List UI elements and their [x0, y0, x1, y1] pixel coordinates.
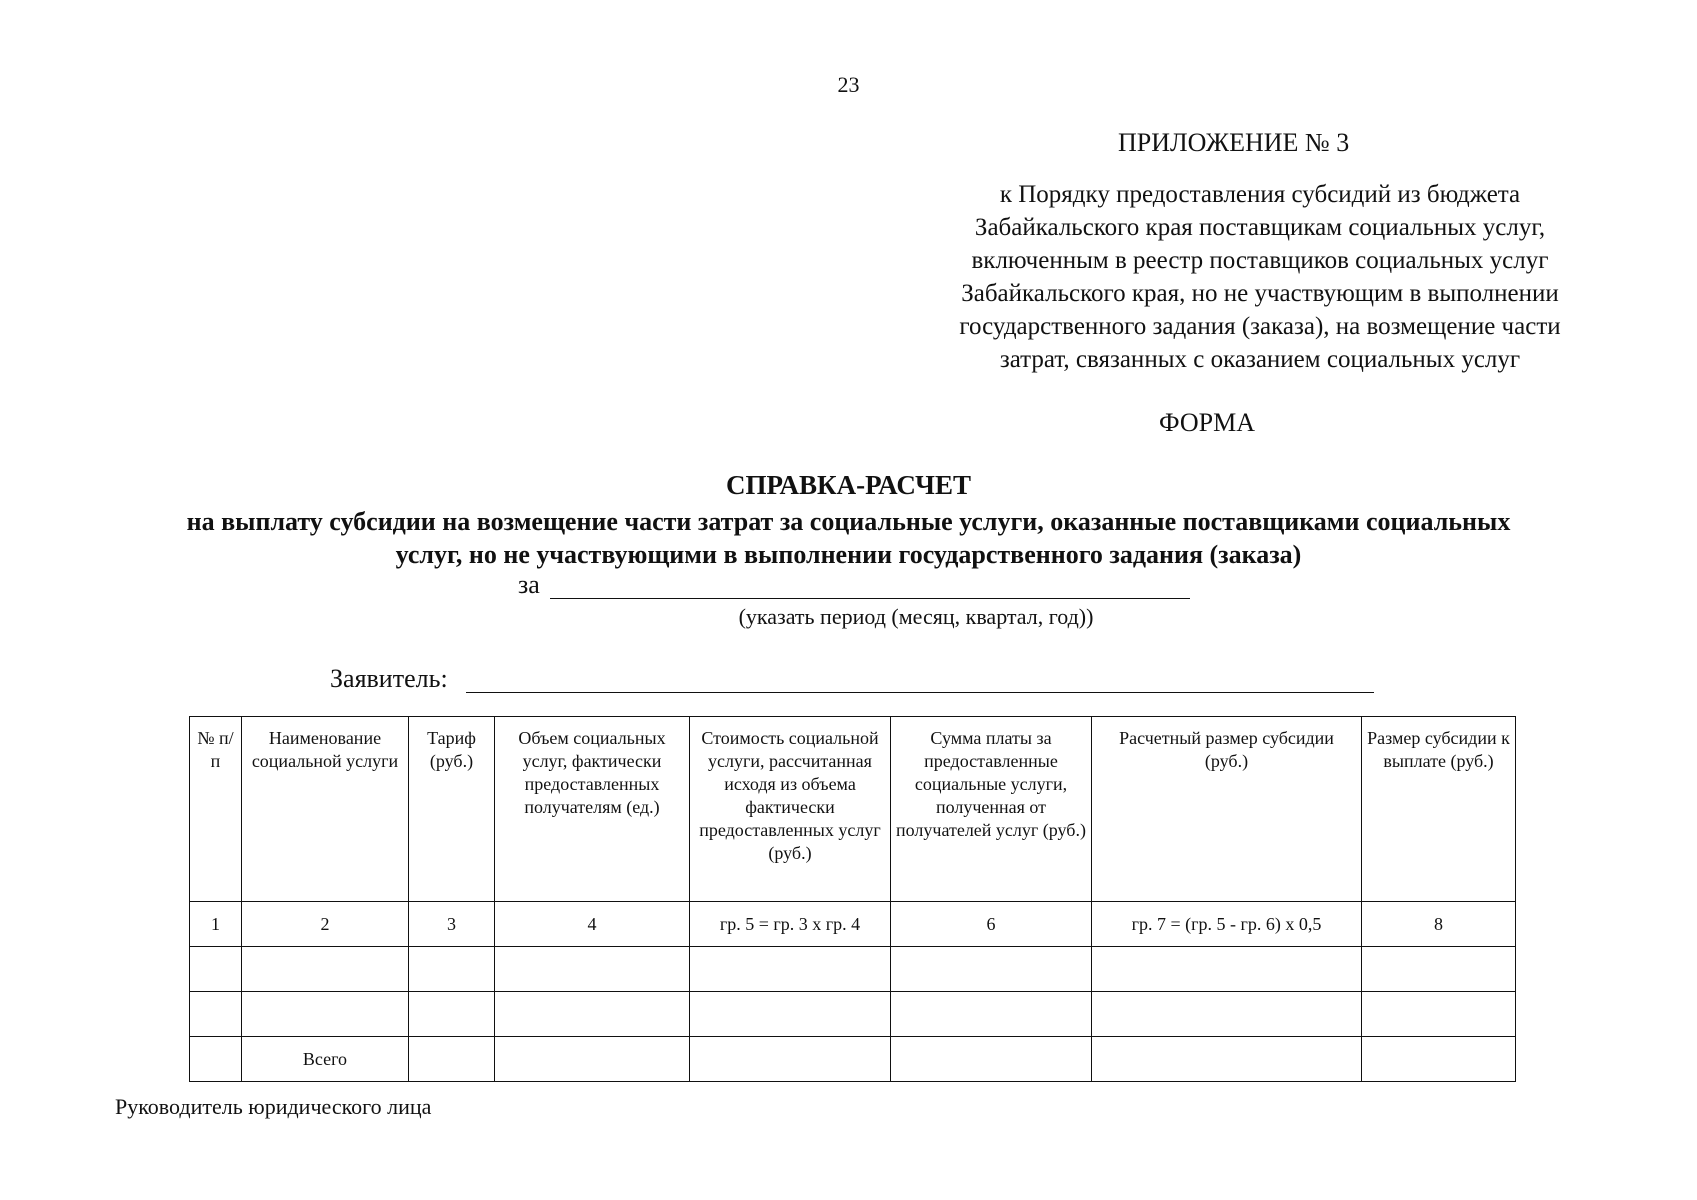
appendix-line: Забайкальского края, но не участвующим в выполнении	[961, 280, 1559, 307]
page-number: 23	[837, 72, 860, 97]
table-row	[190, 902, 1516, 947]
table-cell[interactable]	[1362, 947, 1516, 992]
appendix-title: ПРИЛОЖЕНИЕ № 3	[1118, 128, 1350, 157]
header-service-name: Наименование социальной услуги	[242, 717, 409, 902]
document-subtitle	[60, 505, 1637, 571]
form-label: ФОРМА	[1159, 408, 1255, 437]
appendix-line: к Порядку предоставления субсидий из бюджета	[999, 181, 1521, 208]
period-label: за	[518, 570, 540, 599]
appendix-line: Забайкальского края поставщикам социальных услуг,	[974, 214, 1546, 241]
calculation-table	[189, 716, 1516, 1082]
table-cell[interactable]	[495, 947, 690, 992]
table-cell: 3	[409, 902, 495, 947]
table-row	[190, 947, 1516, 992]
table-total-row	[190, 1037, 1516, 1082]
document-title: СПРАВКА-РАСЧЕТ	[726, 470, 971, 500]
period-hint: (указать период (месяц, квартал, год))	[738, 604, 1094, 629]
table-cell[interactable]	[190, 947, 242, 992]
header-volume: Объем социальных услуг, фактически предоставленных получателям (ед.)	[495, 717, 690, 902]
header-calculated-subsidy: Расчетный размер субсидии (руб.)	[1092, 717, 1362, 902]
header-subsidy-to-pay: Размер субсидии к выплате (руб.)	[1362, 717, 1516, 902]
table-cell[interactable]	[409, 992, 495, 1037]
subtitle-line: услуг, но не участвующими в выполнении государственного задания (заказа)	[395, 540, 1302, 569]
header-tariff: Тариф (руб.)	[409, 717, 495, 902]
table-cell[interactable]	[690, 1037, 891, 1082]
applicant-label: Заявитель:	[330, 664, 448, 693]
table-cell: 8	[1362, 902, 1516, 947]
appendix-line: включенным в реестр поставщиков социальных услуг	[971, 247, 1549, 274]
table-cell[interactable]	[891, 992, 1092, 1037]
table-cell[interactable]	[1092, 992, 1362, 1037]
table-header-row	[190, 717, 1516, 902]
table-row	[190, 992, 1516, 1037]
header-cost: Стоимость социальной услуги, рассчитанная исходя из объема фактически предоставленных услуг (руб.)	[690, 717, 891, 902]
table-cell: 4	[495, 902, 690, 947]
table-cell[interactable]	[1362, 1037, 1516, 1082]
table-cell[interactable]	[242, 947, 409, 992]
table-cell[interactable]	[690, 947, 891, 992]
table-cell: 2	[242, 902, 409, 947]
header-number: № п/п	[190, 717, 242, 902]
period-field-line[interactable]	[550, 598, 1190, 599]
table-cell[interactable]	[1092, 1037, 1362, 1082]
table-cell: 1	[190, 902, 242, 947]
table-cell[interactable]	[495, 992, 690, 1037]
table-cell[interactable]	[1092, 947, 1362, 992]
table-cell[interactable]	[409, 947, 495, 992]
table-cell[interactable]	[242, 992, 409, 1037]
header-payment: Сумма платы за предоставленные социальные услуги, полученная от получателей услуг (руб.)	[891, 717, 1092, 902]
signature-label: Руководитель юридического лица	[115, 1094, 432, 1119]
appendix-text	[840, 178, 1680, 376]
table-cell[interactable]	[1362, 992, 1516, 1037]
subtitle-line: на выплату субсидии на возмещение части затрат за социальные услуги, оказанные поставщиками социальных	[186, 507, 1511, 536]
table-cell[interactable]	[190, 1037, 242, 1082]
table-cell: 6	[891, 902, 1092, 947]
table-cell: гр. 5 = гр. 3 х гр. 4	[690, 902, 891, 947]
table-cell[interactable]	[891, 1037, 1092, 1082]
total-label: Всего	[242, 1037, 409, 1082]
table-cell[interactable]	[409, 1037, 495, 1082]
table-cell: гр. 7 = (гр. 5 - гр. 6) х 0,5	[1092, 902, 1362, 947]
appendix-line: государственного задания (заказа), на возмещение части	[959, 313, 1561, 340]
applicant-field-line[interactable]	[466, 692, 1374, 693]
table-cell[interactable]	[891, 947, 1092, 992]
appendix-line: затрат, связанных с оказанием социальных услуг	[999, 346, 1521, 373]
table-cell[interactable]	[495, 1037, 690, 1082]
table-cell[interactable]	[690, 992, 891, 1037]
table-cell[interactable]	[190, 992, 242, 1037]
